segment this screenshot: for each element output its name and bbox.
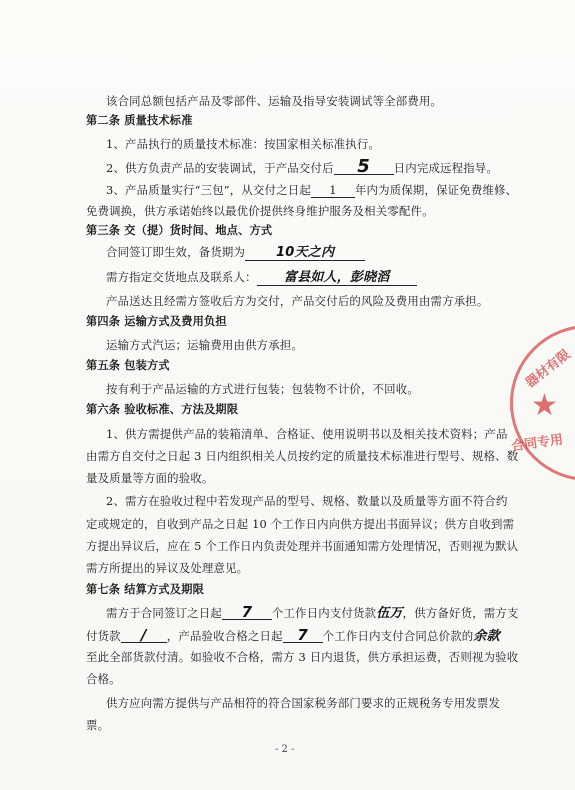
- section-3-title: 第三条 交（提）货时间、地点、方式: [86, 224, 273, 237]
- invoice-clause-b: 票。: [86, 718, 110, 732]
- s6-item-2-d: 需方所提出的异议及处理意见。: [86, 561, 249, 575]
- final-pay-days-value: 7: [283, 628, 323, 643]
- section-4-title: 第四条 运输方式及费用负担: [86, 315, 227, 328]
- s7-line-4: 合格。: [86, 672, 121, 686]
- s2-item-2-text-a: 2、供方负责产品的安装调试，于产品交付后: [106, 161, 334, 175]
- delivery-contact-value: 富县如人，彭晓滔: [257, 271, 417, 286]
- seal-text-top: 器材有限: [523, 347, 574, 391]
- s3-item-2: [106, 270, 417, 286]
- s7-line-3: 至此全部货款付清。如验收不合格，需方 3 日内退货，供方承担运费，否则视为验收: [86, 650, 519, 664]
- s6-item-2-a: 2、需方在验收过程中若发现产品的型号、规格、数量以及质量等方面不符合约: [106, 494, 508, 508]
- seal-star-icon: ★: [531, 388, 558, 423]
- s4-item-1: 运输方式汽运；运输费用由供方承担。: [106, 338, 304, 352]
- second-payment-value: /: [121, 628, 167, 643]
- section-5-title: 第五条 包装方式: [86, 359, 170, 372]
- warranty-years-value: 1: [311, 183, 355, 198]
- s3-item-1: [106, 245, 365, 261]
- seal-text-mid: 合同专用: [510, 432, 565, 455]
- s2-item-2-text-b: 日内完成远程指导。: [393, 161, 498, 175]
- s7-line-2: [86, 628, 500, 644]
- s6-item-1-a: 1、供方需提供产品的装箱清单、合格证、使用说明书以及相关技术资料；产品: [106, 427, 508, 441]
- s3-item-2-text: 需方指定交货地点及联系人：: [106, 270, 257, 284]
- s7-line-1-text-a: 需方于合同签订之日起: [106, 606, 222, 620]
- s7-line-2-text-c: 个工作日内支付合同总价款的: [322, 629, 474, 643]
- s3-item-3: 产品送达且经需方签收后方为交付，产品交付后的风险及费用由需方承担。: [106, 294, 489, 308]
- s6-item-2-c: 方提出异议后，应在 5 个工作日内负责处理并书面通知需方处理情况，否则视为默认: [86, 539, 519, 553]
- stocking-period-value: 10天之内: [245, 246, 365, 261]
- section-2-title: 第二条 质量技术标准: [86, 114, 193, 127]
- page-number: - 2 -: [275, 744, 295, 755]
- balance-value: 余款: [473, 629, 500, 644]
- s7-line-2-text-b: ，产品验收合格之日起: [166, 629, 283, 643]
- s5-item-1: 按有利于产品运输的方式进行包装；包装物不计价，不回收。: [106, 382, 419, 396]
- s2-item-3-text-a: 3、产品质量实行“三包”，从交付之日起: [106, 183, 311, 197]
- s2-item-3: [106, 183, 517, 198]
- s6-item-1-c: 量及质量等方面的验收。: [86, 471, 214, 485]
- prepay-amount-value: 伍万: [376, 606, 403, 621]
- install-days-value: 5: [334, 160, 394, 175]
- s2-item-3-text-b: 年内为质保期，保证免费维修、: [354, 183, 518, 197]
- section-7-title: 第七条 结算方式及期限: [86, 583, 204, 596]
- prepay-days-value: 7: [222, 605, 272, 620]
- s7-line-1-text-c: ，供方备好货，需方支: [402, 606, 519, 620]
- company-seal: [510, 325, 575, 481]
- section-6-title: 第六条 验收标准、方法及期限: [86, 403, 239, 416]
- s7-line-1: [106, 605, 519, 621]
- s7-line-1-text-b: 个工作日内支付货款: [271, 606, 377, 620]
- s2-item-1: 1、产品执行的质量技术标准：按国家相关标准执行。: [106, 137, 381, 151]
- s6-item-1-b: 由需方自交付之日起 3 日内组织相关人员按约定的质量技术标准进行型号、规格、数: [86, 449, 519, 463]
- s6-item-2-b: 定或规定的，自收到产品之日起 10 个工作日内向供方提出书面异议；供方自收到需: [86, 517, 515, 531]
- s2-item-3-cont: 免费调换，供方承诺始终以最优价提供终身维护服务及相关零配件。: [86, 204, 434, 218]
- s2-item-2: [106, 156, 498, 177]
- s3-item-1-text: 合同签订即生效，备货期为: [106, 245, 246, 259]
- invoice-clause-a: 供方应向需方提供与产品相符的符合国家税务部门要求的正规税务专用发票发: [106, 696, 501, 710]
- s7-line-2-text-a: 付货款: [86, 629, 121, 643]
- total-amount-clause: 该合同总额包括产品及零部件、运输及指导安装调试等全部费用。: [106, 94, 443, 108]
